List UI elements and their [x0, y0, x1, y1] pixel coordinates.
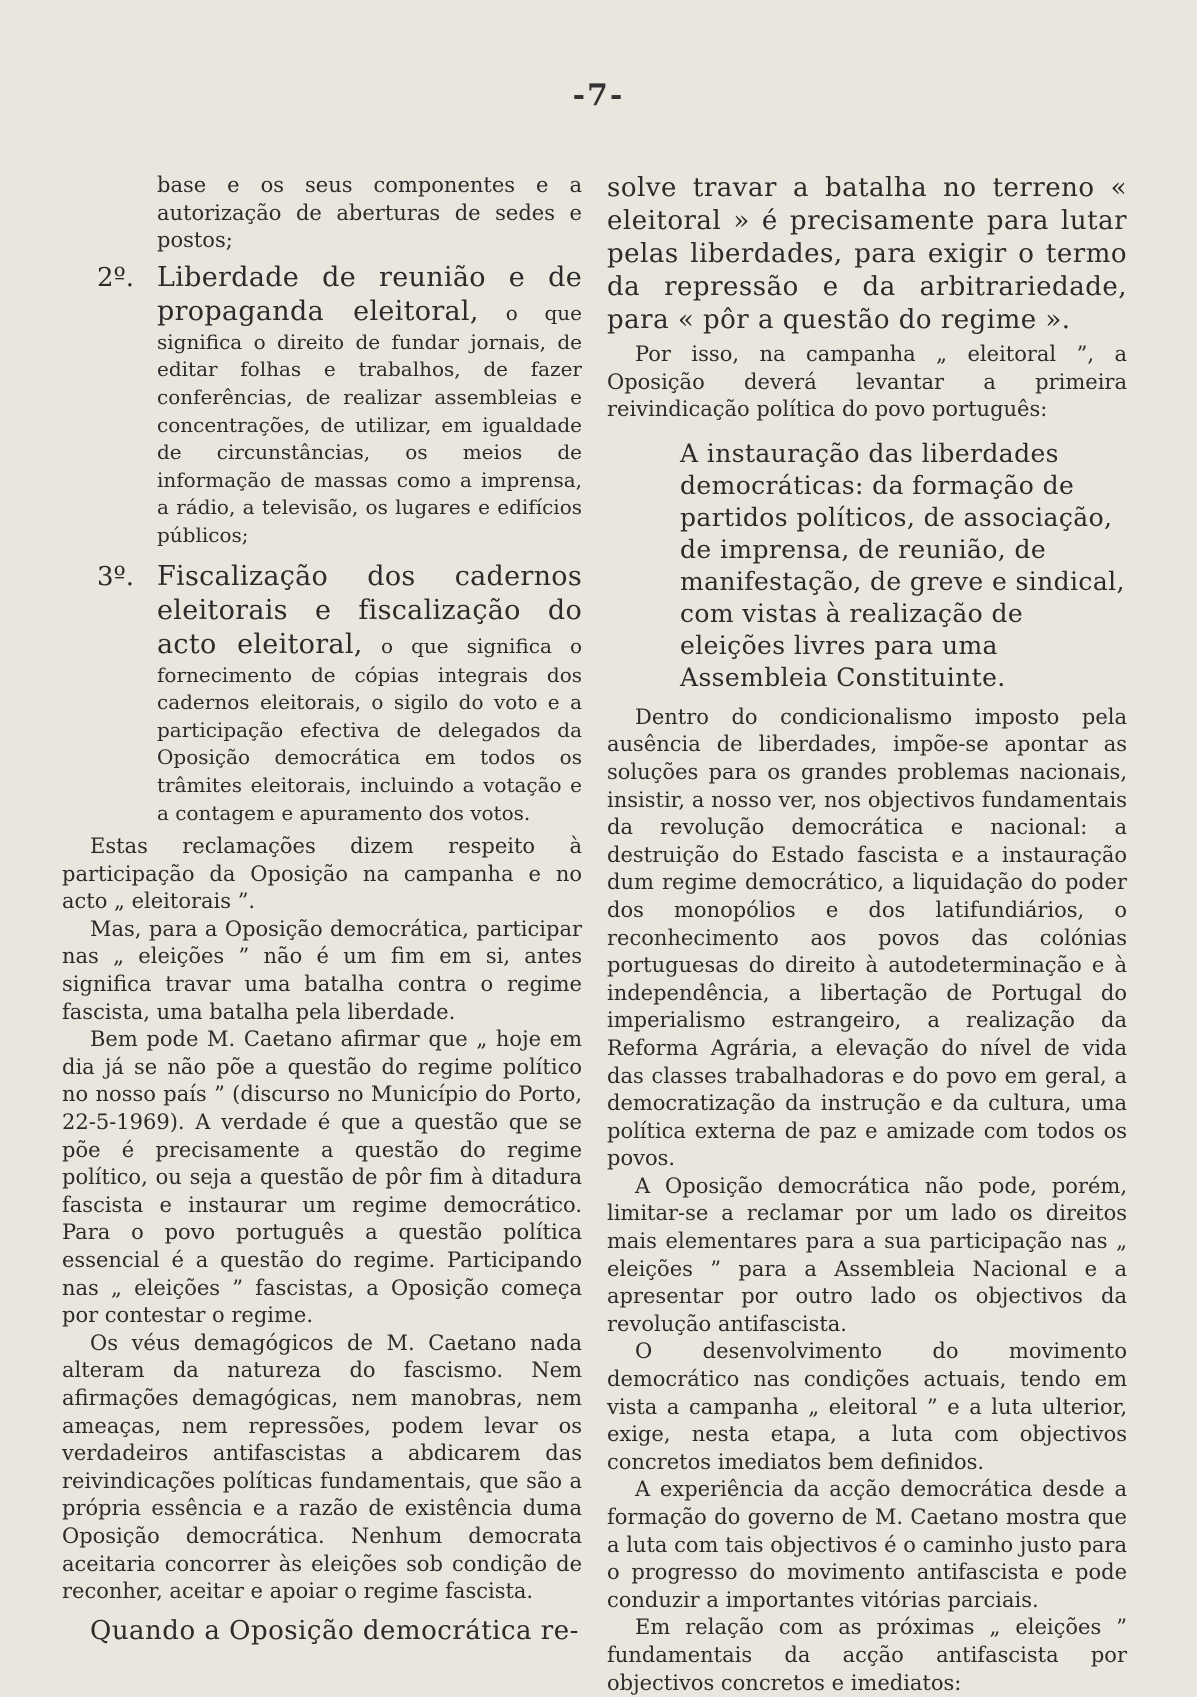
left-paragraph-2: Mas, para a Oposição democrática, participar nas „ eleições ” não é um fim em si, antes significa travar uma batalha contra o regime fascista, uma batalha pela liberdade.	[62, 916, 582, 1024]
left-column	[62, 172, 582, 1648]
right-paragraph-3: A Oposição democrática não pode, porém, limitar-se a reclamar por um lado os direitos mais elementares para a sua participação nas „ eleições ” para a Assembleia Nacional e a apresentar por outro lado os objectivos da revolução antifascista.	[607, 1173, 1127, 1336]
item-2-heading: Liberdade de reunião e de propaganda eleitoral,	[157, 261, 582, 327]
right-paragraph-4: O desenvolvimento do movimento democrático nas condições actuais, tendo em vista a campanha „ eleitoral ” e a luta ulterior, exige, nesta etapa, a luta com objectivos concretos imediatos bem definidos.	[607, 1339, 1127, 1474]
right-paragraph-5: A experiência da acção democrática desde a formação do governo de M. Caetano mostra que a luta com tais objectivos é o caminho justo para o progresso do movimento antifascista e pode conduzir a importantes vitórias parciais.	[607, 1477, 1127, 1612]
page-number: -7-	[572, 78, 625, 113]
main-claim: A instauração das liberdades democráticas: da formação de partidos políticos, de associação, de imprensa, de reunião, de manifestação, de greve e sindical, com vistas à realização de eleições livres para uma Assembleia Constituinte.	[680, 438, 1125, 692]
left-tail: Quando a Oposição democrática re-	[90, 1615, 579, 1646]
right-column	[607, 172, 1127, 1697]
left-paragraph-4: Os véus demagógicos de M. Caetano nada alteram da natureza do fascismo. Nem afirmações demagógicas, nem manobras, nem ameaças, nem repressões, podem levar os verdadeiros antifascistas a abdicarem das reivindicações políticas fundamentais, que são a própria essência e a razão de existência duma Oposição democrática. Nenhum democrata aceitaria concorrer às eleições sob condição de reconher, aceitar e apoiar o regime fascista.	[62, 1330, 582, 1604]
item-3	[62, 560, 582, 828]
right-paragraph-6: Em relação com as próximas „ eleições ” fundamentais da acção antifascista por objectivos concretos e imediatos:	[607, 1615, 1127, 1695]
left-paragraph-3: Bem pode M. Caetano afirmar que „ hoje em dia já se não põe a questão do regime político no nosso país ” (discurso no Município do Porto, 22-5-1969). A verdade é que a questão que se põe é precisamente a questão do regime político, ou seja a questão de pôr fim à ditadura fascista e instaurar um regime democrático. Para o povo português a questão política essencial é a questão do regime. Participando nas „ eleições ” fascistas, a Oposição começa por contestar o regime.	[62, 1027, 582, 1328]
right-continuation: solve travar a batalha no terreno « eleitoral » é precisamente para lutar pelas liberdades, para exigir o termo da repressão e da arbitrariedade, para « pôr a questão do regime ».	[607, 173, 1127, 335]
item-3-number: 3º.	[97, 561, 135, 592]
item-1-continuation: base e os seus componentes e a autorização de aberturas de sedes e postos;	[157, 173, 582, 253]
item-3-heading: Fiscalização dos cadernos eleitorais e fiscalização do acto eleitoral,	[157, 560, 582, 660]
item-2	[62, 261, 582, 550]
right-paragraph-2: Dentro do condicionalismo imposto pela ausência de liberdades, impõe-se apontar as soluções para os grandes problemas nacionais, insistir, a nosso ver, nos objectivos fundamentais da revolução democrática e nacional: a destruição do Estado fascista e a instauração dum regime democrático, a liquidação do poder dos monopólios e dos latifundiários, o reconhecimento aos povos das colónias portuguesas do direito à autodeterminação e à independência, a libertação de Portugal do imperialismo estrangeiro, a realização da Reforma Agrária, a elevação do nível de vida das classes trabalhadoras e do povo em geral, a democratização da instrução e da cultura, uma política externa de paz e amizade com todos os povos.	[607, 704, 1127, 1171]
item-2-text: o que significa o direito de fundar jornais, de editar folhas e trabalhos, de fazer conferências, de realizar assembleias e concentrações, de utilizar, em igualdade de circunstâncias, os meios de informação de massas como a imprensa, a rádio, a televisão, os lugares e edifícios públicos;	[157, 300, 582, 547]
right-paragraph-1: Por isso, na campanha „ eleitoral ”, a Oposição deverá levantar a primeira reivindicação política do povo português:	[607, 342, 1127, 422]
item-3-text: o que significa o fornecimento de cópias integrais dos cadernos eleitorais, o sigilo do voto e a participação efectiva de delegados da Oposição democrática em todos os trâmites eleitorais, incluindo a votação e a contagem e apuramento dos votos.	[157, 633, 582, 825]
item-2-number: 2º.	[97, 262, 135, 293]
left-paragraph-1: Estas reclamações dizem respeito à participação da Oposição na campanha e no acto „ eleitorais ”.	[62, 834, 582, 914]
